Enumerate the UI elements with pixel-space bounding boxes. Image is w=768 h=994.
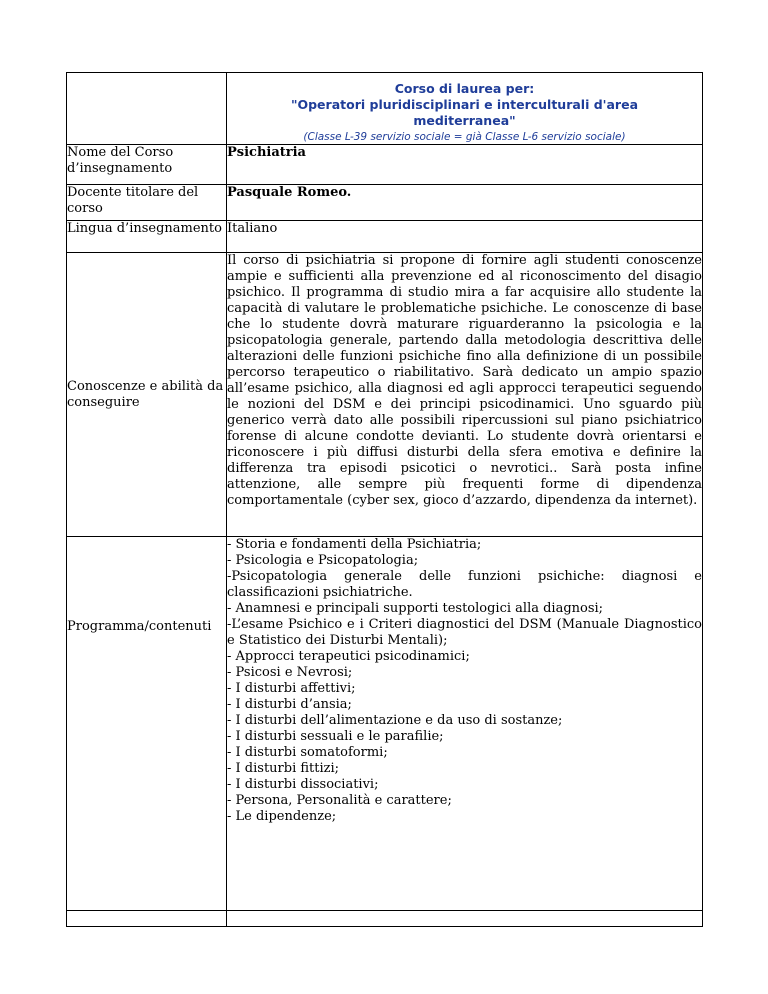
- degree-title-line-2: "Operatori pluridisciplinari e interculturali d'area: [290, 97, 639, 112]
- program-item: - Anamnesi e principali supporti testologici alla diagnosi;: [227, 601, 604, 616]
- program-item: - Psicosi e Nevrosi;: [227, 665, 353, 680]
- value-program: [227, 537, 703, 911]
- program-item: - Approcci terapeutici psicodinamici;: [227, 649, 470, 664]
- program-item: - Le dipendenze;: [227, 809, 337, 824]
- program-item: - Psicologia e Psicopatologia;: [227, 553, 419, 568]
- footer-empty-value: [227, 911, 703, 927]
- row-teacher: [67, 185, 703, 221]
- value-teacher: Pasquale Romeo.: [227, 185, 703, 221]
- course-table: [66, 72, 703, 927]
- program-item: - I disturbi somatoformi;: [227, 745, 388, 760]
- row-goals: [67, 253, 703, 537]
- program-list: [227, 537, 702, 825]
- label-goals: Conoscenze e abilità da conseguire: [67, 253, 227, 537]
- program-item: - Storia e fondamenti della Psichiatria;: [227, 537, 482, 552]
- program-item: - I disturbi affettivi;: [227, 681, 356, 696]
- program-item: - I disturbi sessuali e le parafilie;: [227, 729, 444, 744]
- row-course-name: [67, 145, 703, 185]
- degree-title-line-1: Corso di laurea per:: [394, 81, 535, 96]
- label-teacher: Docente titolare del corso: [67, 185, 227, 221]
- label-course-name: Nome del Corso d’insegnamento: [67, 145, 227, 185]
- degree-class-subtitle: (Classe L-39 servizio sociale = già Classe L-6 servizio sociale): [303, 131, 626, 143]
- value-language: Italiano: [227, 221, 703, 253]
- program-item: - I disturbi fittizi;: [227, 761, 340, 776]
- header-cell: [227, 73, 703, 145]
- header-row: [67, 73, 703, 145]
- program-item: - I disturbi dell’alimentazione e da uso di sostanze;: [227, 713, 563, 728]
- degree-title: [227, 73, 702, 129]
- row-empty-footer: [67, 911, 703, 927]
- program-item: - Persona, Personalità e carattere;: [227, 793, 452, 808]
- program-item: -L’esame Psichico e i Criteri diagnostici del DSM (Manuale Diagnostico e Statistico dei Disturbi Mentali);: [227, 617, 702, 648]
- label-program: Programma/contenuti: [67, 537, 227, 911]
- label-language: Lingua d’insegnamento: [67, 221, 227, 253]
- program-item: -Psicopatologia generale delle funzioni psichiche: diagnosi e classificazioni psichiatriche.: [227, 569, 702, 600]
- value-goals: Il corso di psichiatria si propone di fornire agli studenti conoscenze ampie e sufficienti alla prevenzione ed al riconoscimento del disagio psichico. Il programma di studio mira a far acquisire allo studente la capacità di valutare le problematiche psichiche. Le conoscenze di base che lo studente dovrà maturare riguarderanno la psicologia e la psicopatologia generale, partendo dalla metodologia descrittiva delle alterazioni delle funzioni psichiche fino alla definizione di un possibile percorso terapeutico o riabilitativo. Sarà dedicato un ampio spazio all’esame psichico, alla diagnosi ed agli approcci terapeutici seguendo le nozioni del DSM e dei principi psicodinamici. Uno sguardo più generico verrà dato alle possibili ripercussioni sul piano psichiatrico forense di alcune condotte devianti. Lo studente dovrà orientarsi e riconoscere i più diffusi disturbi della sfera emotiva e definire la differenza tra episodi psicotici o nevrotici.. Sarà posta infine attenzione, alle sempre più frequenti forme di dipendenza comportamentale (cyber sex, gioco d’azzardo, dipendenza da internet).: [227, 253, 703, 537]
- program-item: - I disturbi dissociativi;: [227, 777, 379, 792]
- header-empty-cell: [67, 73, 227, 145]
- row-program: [67, 537, 703, 911]
- footer-empty-label: [67, 911, 227, 927]
- program-item: - I disturbi d’ansia;: [227, 697, 352, 712]
- degree-title-line-3: mediterranea": [413, 113, 516, 128]
- row-language: [67, 221, 703, 253]
- value-course-name: Psichiatria: [227, 145, 703, 185]
